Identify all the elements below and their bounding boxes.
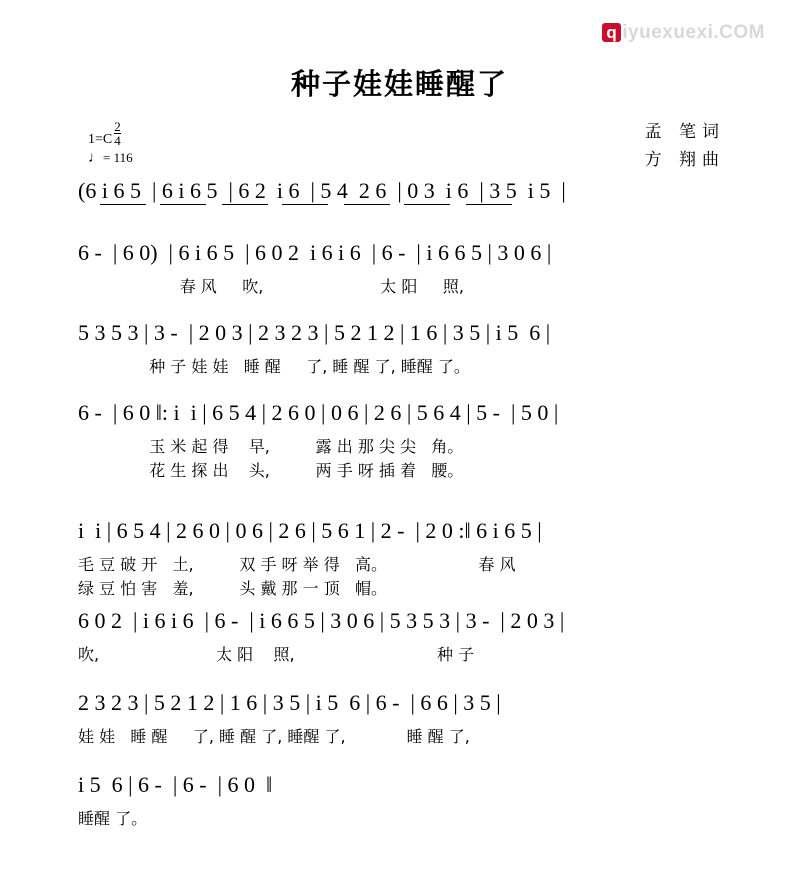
lyricist: 孟 笔词 [644,122,725,142]
watermark-logo: q [602,23,621,42]
composer: 方 翔曲 [644,150,725,171]
credits [645,118,725,174]
beam [282,204,328,205]
staff-lyrics: 种 子 娃 娃 睡 醒 了, 睡 醒 了, 睡醒 了。 [78,357,470,376]
tempo-marking [88,150,133,167]
staff-lyrics: 毛 豆 破 开 土, 双 手 呀 举 得 高。 春 风 [78,555,516,574]
beam [344,204,390,205]
staff-notes: 6 - | 6 0 ‖: i i | 6 5 4 | 2 6 0 | 0 6 | 2 6 | 5 6 4 | 5 - | 5 0 | [78,400,559,425]
site-watermark [602,22,765,44]
beam [100,204,146,205]
staff-line-6 [0,608,799,666]
staff-notes: (6 i 6 5 | 6 i 6 5 | 6 2 i 6 | 5 4 2 6 | 0 3 i 6 | 3 5 i 5 | [78,178,566,203]
staff-line-3 [0,320,799,378]
staff-lyrics: 玉 米 起 得 早, 露 出 那 尖 尖 角。 [78,437,464,456]
beam [466,204,512,205]
watermark-text: iyuexuexi.COM [622,22,765,43]
quarter-note-icon: ♩ [88,150,103,166]
staff-lyrics-verse2: 花 生 探 出 头, 两 手 呀 插 着 腰。 [78,461,464,480]
tempo-value: = 116 [103,150,133,165]
staff-line-5 [0,518,799,604]
staff-lyrics: 睡醒 了。 [78,809,148,828]
staff-lyrics: 春 风 吹, 太 阳 照, [78,277,464,296]
key-signature [88,120,121,148]
staff-notes: 2 3 2 3 | 5 2 1 2 | 1 6 | 3 5 | i 5 6 | 6 - | 6 6 | 3 5 | [78,690,501,715]
staff-notes: 6 - | 6 0) | 6 i 6 5 | 6 0 2 i 6 i 6 | 6 - | i 6 6 5 | 3 0 6 | [78,240,552,265]
staff-notes: i i | 6 5 4 | 2 6 0 | 0 6 | 2 6 | 5 6 1 | 2 - | 2 0 :‖ 6 i 6 5 | [78,518,542,543]
page-title: 种子娃娃睡醒了 [290,67,508,101]
beam [222,204,268,205]
time-signature-numerator: 2 [114,119,121,134]
staff-line-4 [0,400,799,486]
staff-lyrics: 吹, 太 阳 照, 种 子 [78,645,475,664]
key-label: 1=C [88,132,113,147]
staff-notes: 6 0 2 | i 6 i 6 | 6 - | i 6 6 5 | 3 0 6 | 5 3 5 3 | 3 - | 2 0 3 | [78,608,565,633]
beam [404,204,450,205]
staff-line-7 [0,690,799,748]
staff-line-2 [0,240,799,298]
time-signature [114,120,121,147]
staff-lyrics: 娃 娃 睡 醒 了, 睡 醒 了, 睡醒 了, 睡 醒 了, [78,727,470,746]
beam [160,204,206,205]
staff-line-8 [0,772,799,830]
staff-notes: 5 3 5 3 | 3 - | 2 0 3 | 2 3 2 3 | 5 2 1 2 | 1 6 | 3 5 | i 5 6 | [78,320,551,345]
staff-notes: i 5 6 | 6 - | 6 - | 6 0 ‖ [78,772,273,797]
staff-lyrics-verse2: 绿 豆 怕 害 羞, 头 戴 那 一 顶 帽。 [78,579,387,598]
time-signature-denominator: 4 [114,133,121,148]
staff-line-1 [0,178,799,236]
